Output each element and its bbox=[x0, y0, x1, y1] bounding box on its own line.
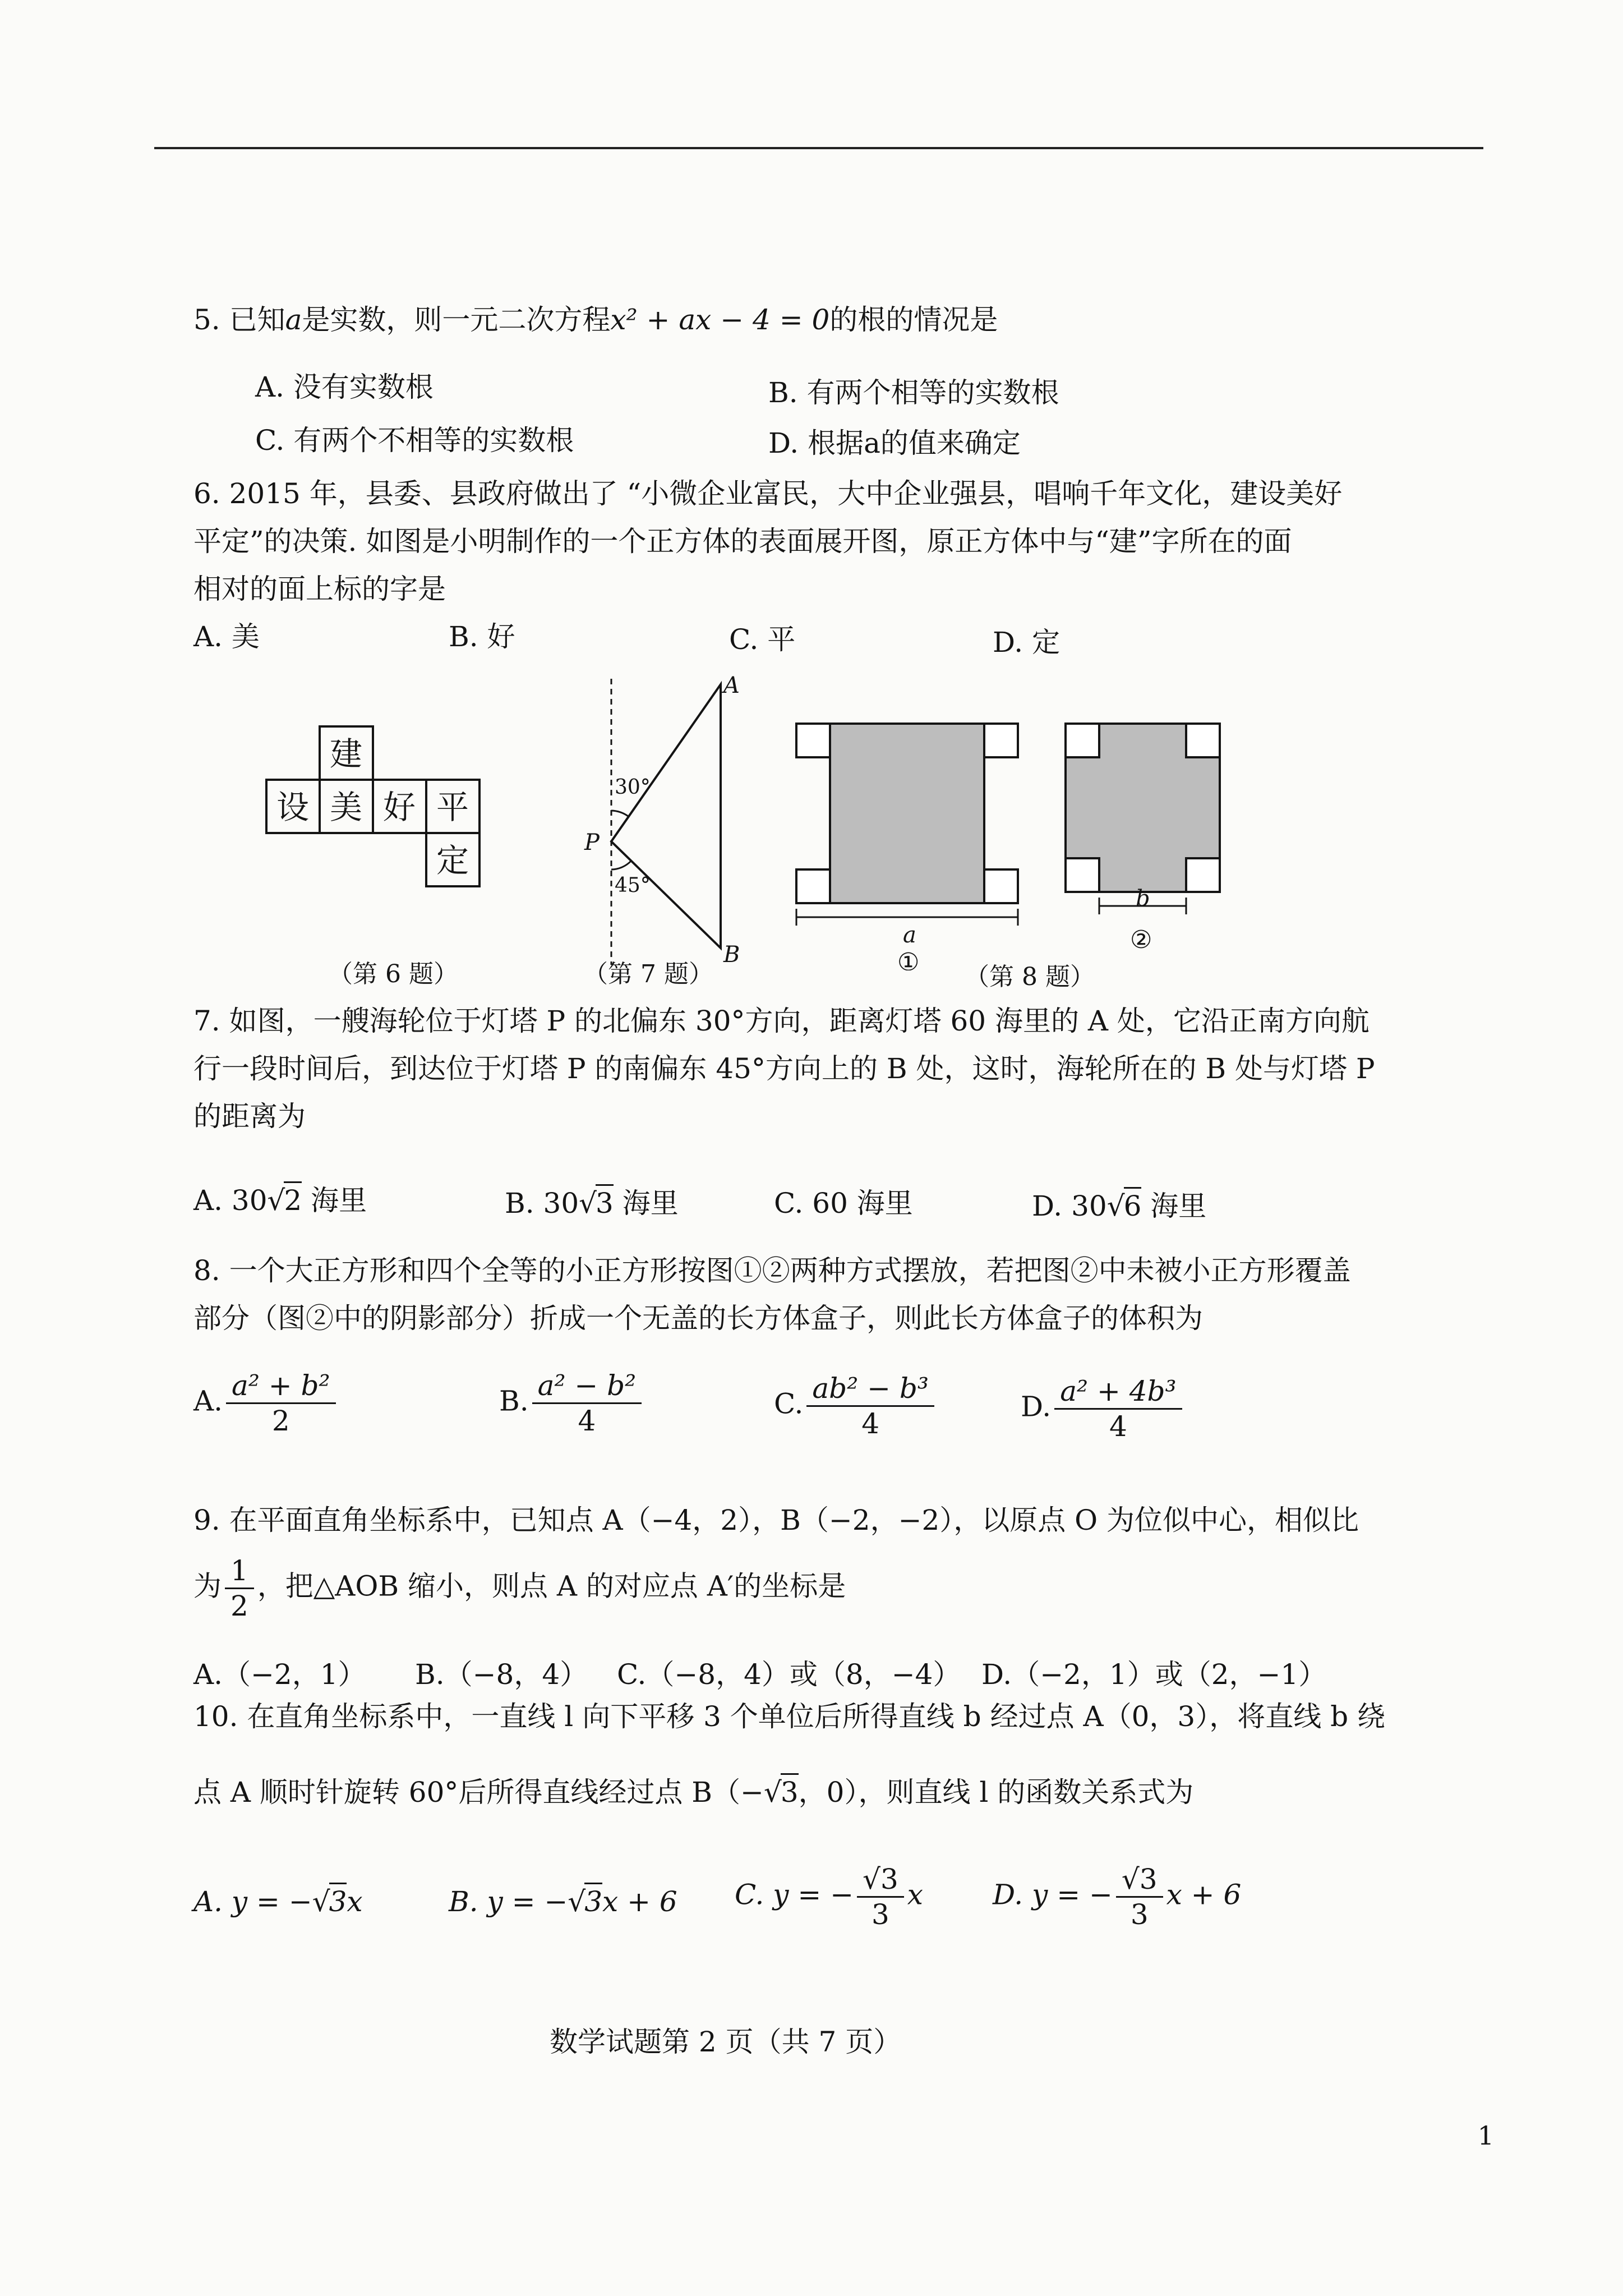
q10-line2: 点 A 顺时针旋转 60°后所得直线经过点 B（−√3，0），则直线 l 的函数关系式为 bbox=[193, 1775, 1193, 1809]
net-char-mei: 美 bbox=[329, 788, 363, 826]
q8-option-a bbox=[193, 1369, 339, 1438]
small-square-2c bbox=[1066, 858, 1099, 892]
q10-option-b: B. y = −√3x + 6 bbox=[449, 1885, 677, 1918]
small-square-1a bbox=[796, 724, 830, 757]
q7-d-post: 海里 bbox=[1141, 1190, 1207, 1222]
large-square-1 bbox=[830, 724, 984, 903]
q8-d-numerator: a² + 4b³ bbox=[1054, 1374, 1182, 1410]
figure-8-squares bbox=[785, 712, 1251, 970]
q9-option-c: C.（−8，4）或（8，−4） bbox=[617, 1658, 961, 1691]
q8-a-label: A. bbox=[193, 1384, 223, 1418]
q7-d-radicand: 6 bbox=[1124, 1187, 1142, 1222]
q7-a-post: 海里 bbox=[302, 1184, 367, 1217]
q8-d-label: D. bbox=[1021, 1390, 1052, 1423]
q8-option-d bbox=[1021, 1374, 1186, 1443]
point-a-label: A bbox=[723, 673, 740, 698]
point-p-label: P bbox=[584, 830, 600, 855]
q10-c-denominator: 3 bbox=[872, 1898, 889, 1931]
q7-option-a: A. 30√2 海里 bbox=[193, 1184, 367, 1217]
q8-d-fraction bbox=[1054, 1374, 1182, 1443]
q7-b-pre: B. 30 bbox=[505, 1187, 579, 1220]
small-square-2d bbox=[1186, 858, 1220, 892]
q10-a-pre: A. y = − bbox=[193, 1885, 312, 1918]
top-rule bbox=[154, 147, 1483, 149]
small-square-1c bbox=[796, 869, 830, 903]
dimension-a-label: a bbox=[903, 922, 916, 948]
q10-a-radicand: 3 bbox=[329, 1883, 347, 1918]
q5-stem-post: 的根的情况是 bbox=[829, 303, 998, 336]
q5-option-d: D. 根据a的值来确定 bbox=[768, 427, 1021, 459]
q5-equation: x² + ax − 4 = 0 bbox=[610, 303, 830, 336]
figure-7-caption: （第 7 题） bbox=[583, 960, 713, 988]
q7-line2: 行一段时间后，到达位于灯塔 P 的南偏东 45°方向上的 B 处，这时，海轮所在的 B 处与灯塔 P bbox=[193, 1052, 1375, 1085]
q7-line3: 的距离为 bbox=[193, 1100, 306, 1133]
q10-option-c bbox=[735, 1862, 923, 1931]
q10-d-fraction bbox=[1116, 1862, 1163, 1931]
q10-c-numerator: √3 bbox=[857, 1862, 904, 1898]
q5-option-a: A. 没有实数根 bbox=[255, 371, 434, 403]
q10-line2-post: ，0），则直线 l 的函数关系式为 bbox=[798, 1776, 1194, 1809]
q10-option-a: A. y = −√3x bbox=[193, 1885, 363, 1918]
q8-d-denominator: 4 bbox=[1109, 1410, 1127, 1443]
q8-b-label: B. bbox=[499, 1384, 529, 1418]
q9-ratio-fraction bbox=[225, 1554, 254, 1623]
q10-d-post: x + 6 bbox=[1166, 1878, 1242, 1911]
q10-b-pre: B. y = − bbox=[449, 1885, 568, 1918]
q8-a-denominator: 2 bbox=[271, 1405, 290, 1437]
q10-c-fraction bbox=[857, 1862, 904, 1931]
angle-45-label: 45° bbox=[615, 874, 651, 897]
q7-option-b: B. 30√3 海里 bbox=[505, 1186, 679, 1220]
q10-d-numerator: √3 bbox=[1116, 1862, 1163, 1898]
q8-option-b bbox=[499, 1369, 645, 1438]
net-char-jian: 建 bbox=[329, 735, 363, 773]
q7-option-d: D. 30√6 海里 bbox=[1032, 1189, 1206, 1223]
q9-line2 bbox=[193, 1554, 846, 1623]
net-char-ding: 定 bbox=[436, 841, 469, 880]
dimension-b-label: b bbox=[1136, 886, 1150, 912]
q6-option-d: D. 定 bbox=[993, 626, 1061, 659]
q8-option-c bbox=[774, 1372, 938, 1441]
q9-line2-post: ，把△AOB 缩小，则点 A 的对应点 A′的坐标是 bbox=[257, 1570, 846, 1603]
q10-a-post: x bbox=[347, 1885, 363, 1918]
q9-ratio-numerator: 1 bbox=[225, 1554, 254, 1589]
q5-stem-var: a bbox=[285, 303, 302, 336]
q10-c-pre: C. y = − bbox=[735, 1878, 854, 1911]
figure-6-caption: （第 6 题） bbox=[328, 960, 458, 988]
q5-stem-pre: 5. 已知 bbox=[193, 303, 285, 336]
q10-b-radicand: 3 bbox=[584, 1883, 602, 1918]
q5-option-c: C. 有两个不相等的实数根 bbox=[255, 424, 574, 457]
net-char-she: 设 bbox=[276, 788, 310, 826]
diagram-1-mark: ① bbox=[897, 948, 920, 970]
diagram-2-mark: ② bbox=[1130, 926, 1152, 954]
q9-option-a: A.（−2，1） bbox=[193, 1658, 366, 1691]
net-char-hao: 好 bbox=[382, 788, 416, 826]
q8-b-denominator: 4 bbox=[578, 1405, 596, 1437]
q10-option-d bbox=[993, 1862, 1241, 1931]
q7-a-pre: A. 30 bbox=[193, 1184, 268, 1217]
q9-ratio-denominator: 2 bbox=[230, 1590, 248, 1622]
figure-8-caption: （第 8 题） bbox=[965, 963, 1095, 991]
q9-option-b: B.（−8，4） bbox=[415, 1658, 588, 1691]
q6-option-b: B. 好 bbox=[449, 620, 515, 653]
page-footer: 数学试题第 2 页（共 7 页） bbox=[550, 2026, 902, 2058]
q10-line1: 10. 在直角坐标系中，一直线 l 向下平移 3 个单位后所得直线 b 经过点 A（0，3），将直线 b 绕 bbox=[193, 1700, 1385, 1733]
q8-line2: 部分（图②中的阴影部分）折成一个无盖的长方体盒子，则此长方体盒子的体积为 bbox=[193, 1302, 1203, 1335]
q5-stem bbox=[193, 303, 998, 337]
q9-line1: 9. 在平面直角坐标系中，已知点 A（−4，2），B（−2，−2），以原点 O 为位似中心，相似比 bbox=[193, 1504, 1359, 1536]
q8-a-fraction bbox=[226, 1369, 336, 1438]
small-square-2a bbox=[1066, 724, 1099, 757]
page-number: 1 bbox=[1477, 2120, 1494, 2151]
q6-line2: 平定”的决策. 如图是小明制作的一个正方体的表面展开图，原正方体中与“建”字所在的面 bbox=[193, 525, 1292, 558]
figure-7-triangle bbox=[561, 668, 751, 982]
q9-line2-pre: 为 bbox=[193, 1570, 222, 1603]
q7-option-c: C. 60 海里 bbox=[774, 1187, 913, 1220]
q6-line1: 6. 2015 年，县委、县政府做出了 “小微企业富民，大中企业强县，唱响千年文化，建设美好 bbox=[193, 477, 1343, 510]
figure-6-cube-net bbox=[264, 724, 510, 931]
small-square-1d bbox=[984, 869, 1018, 903]
q8-line1: 8. 一个大正方形和四个全等的小正方形按图①②两种方式摆放，若把图②中未被小正方形覆盖 bbox=[193, 1254, 1351, 1287]
q8-a-numerator: a² + b² bbox=[226, 1369, 336, 1404]
q5-option-b: B. 有两个相等的实数根 bbox=[768, 376, 1059, 409]
q6-option-c: C. 平 bbox=[729, 623, 796, 656]
angle-30-label: 30° bbox=[615, 776, 651, 799]
q10-c-post: x bbox=[907, 1878, 923, 1911]
q8-c-fraction bbox=[806, 1372, 934, 1441]
q8-c-numerator: ab² − b³ bbox=[806, 1372, 934, 1407]
q9-option-d: D.（−2，1）或（2，−1） bbox=[981, 1658, 1327, 1691]
q10-b-post: x + 6 bbox=[602, 1885, 677, 1918]
q5-stem-mid: 是实数，则一元二次方程 bbox=[302, 303, 611, 336]
q8-b-numerator: a² − b² bbox=[532, 1369, 642, 1404]
angle-arc-45 bbox=[611, 861, 631, 869]
small-square-2b bbox=[1186, 724, 1220, 757]
q6-option-a: A. 美 bbox=[193, 620, 260, 653]
q6-line3: 相对的面上标的字是 bbox=[193, 573, 446, 605]
q8-b-fraction bbox=[532, 1369, 642, 1438]
q10-d-denominator: 3 bbox=[1130, 1898, 1149, 1931]
q7-b-post: 海里 bbox=[613, 1187, 679, 1220]
angle-arc-30 bbox=[611, 811, 628, 816]
q7-b-radicand: 3 bbox=[596, 1184, 614, 1220]
net-char-ping: 平 bbox=[436, 788, 469, 826]
q7-d-pre: D. 30 bbox=[1032, 1190, 1107, 1222]
q10-line2-pre: 点 A 顺时针旋转 60°后所得直线经过点 B（− bbox=[193, 1776, 764, 1809]
q8-c-denominator: 4 bbox=[861, 1407, 880, 1440]
q7-line1: 7. 如图，一艘海轮位于灯塔 P 的北偏东 30°方向，距离灯塔 60 海里的 A 处，它沿正南方向航 bbox=[193, 1005, 1370, 1037]
q10-d-pre: D. y = − bbox=[993, 1878, 1113, 1911]
q8-c-label: C. bbox=[774, 1387, 804, 1420]
q10-line2-radicand: 3 bbox=[781, 1773, 799, 1809]
point-b-label: B bbox=[723, 942, 740, 968]
small-square-1b bbox=[984, 724, 1018, 757]
q7-a-radicand: 2 bbox=[284, 1181, 302, 1217]
